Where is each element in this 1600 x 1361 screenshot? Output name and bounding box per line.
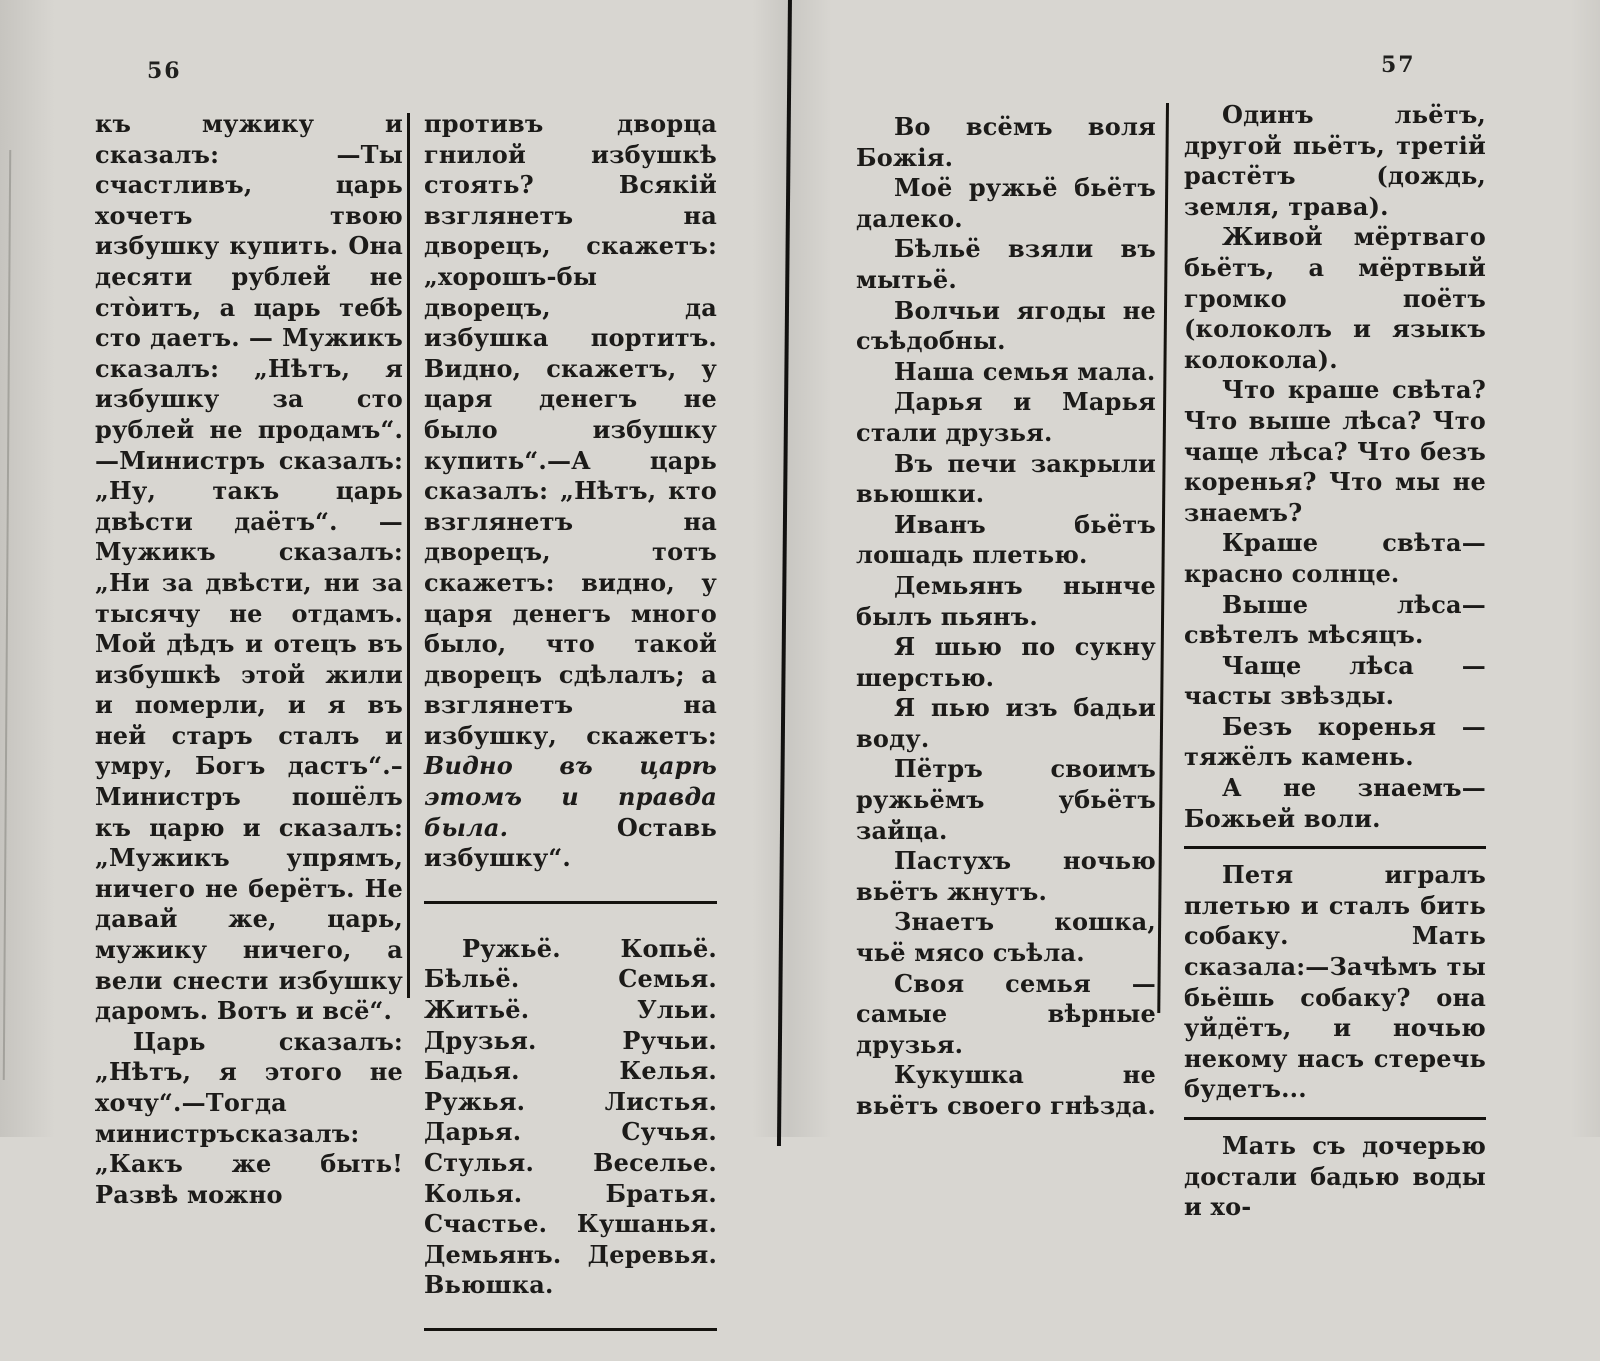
section-rule <box>424 901 717 904</box>
text-segment: Знаетъ кошка, чьё мясо съѣла. <box>856 907 1156 968</box>
paragraph <box>1184 1131 1486 1223</box>
paragraph <box>856 234 1156 295</box>
text-segment: А не знаемъ—Божьей воли. <box>1184 773 1486 833</box>
paragraph <box>856 296 1156 357</box>
paragraph <box>95 1027 403 1211</box>
column-divider-rule-57 <box>1157 103 1169 1013</box>
paragraph <box>856 449 1156 510</box>
italic-text-segment: Видно въ царѣ этомъ и правда была. <box>424 751 717 842</box>
paragraph <box>1184 222 1486 375</box>
paragraph <box>424 934 717 1301</box>
text-segment: Во всёмъ воля Божія. <box>856 112 1156 172</box>
text-segment: Живой мёртваго бьётъ, а мёртвый громко поётъ (колоколъ и языкъ колокола). <box>1184 222 1486 374</box>
text-segment: Дарья и Марья стали друзья. <box>856 387 1156 447</box>
text-segment: Демьянъ нынче былъ пьянъ. <box>856 570 1156 631</box>
text-segment: Царь сказалъ: „Нѣтъ, я этого не хочу“.—Тогда министръсказалъ:„Какъ же быть! Развѣ можно <box>95 1026 403 1209</box>
text-segment: Я шью по сукну шерстью. <box>856 632 1156 692</box>
paragraph <box>856 112 1156 173</box>
page-number-57: 57 <box>1381 52 1416 78</box>
text-segment: Чаще лѣса — часты звѣзды. <box>1184 650 1486 711</box>
text-segment: Безъ коренья — тяжёлъ камень. <box>1184 711 1486 772</box>
text-segment: Оставь избушку“. <box>424 812 717 873</box>
paragraph <box>856 754 1156 846</box>
page-57-column-1 <box>856 112 1156 1122</box>
paragraph <box>856 632 1156 693</box>
text-segment: Своя семья — самые вѣрные друзья. <box>856 968 1156 1059</box>
text-segment: Въ печи закрыли вьюшки. <box>856 448 1156 509</box>
text-segment: противъ дворца гнилой избушкѣ стоять? Всякій взглянетъ на дворецъ, скажетъ: „хорошъ-бы дворецъ, да избушка портитъ. Видно, скажетъ, у царя денегъ не было избушку купить“.—А царь сказалъ: „Нѣтъ, кто взглянетъ на дворецъ, тотъ скажетъ: видно, у царя денегъ много было, что такой дворецъ сдѣлалъ; а взглянетъ на избушку, скажетъ: <box>424 109 717 750</box>
paragraph <box>856 693 1156 754</box>
paragraph <box>856 969 1156 1061</box>
paragraph <box>1184 651 1486 712</box>
page-number-56: 56 <box>147 58 182 84</box>
paragraph <box>95 109 403 1027</box>
text-segment: Кукушка не вьётъ своего гнѣзда. <box>856 1060 1156 1120</box>
text-segment: Пастухъ ночью вьётъ жнутъ. <box>856 846 1156 906</box>
section-rule <box>1184 846 1486 849</box>
paragraph <box>1184 712 1486 773</box>
paragraph <box>1184 860 1486 1105</box>
paragraph <box>856 510 1156 571</box>
text-segment: къ мужику и сказалъ: —Ты счастливъ, царь хочетъ твою избушку купить. Она десяти рублей не сто̀итъ, а царь тебѣ сто даетъ. — Мужикъ сказалъ: „Нѣтъ, я избушку за сто рублей не продамъ“.—Министръ сказалъ: „Ну, такъ царь двѣсти даётъ“. — Мужикъ сказалъ: „Ни за двѣсти, ни за тысячу не отдамъ. Мой дѣдъ и отецъ въ избушкѣ этой жили и померли, и я въ ней старъ сталъ и умру, Богъ дастъ“.–Министръ пошёлъ къ царю и сказалъ: „Мужикъ упрямъ, ничего не берётъ. Не давай же, царь, мужику ничего, а вели снести избушку даромъ. Вотъ и всё“. <box>95 109 403 1026</box>
paragraph <box>1184 590 1486 651</box>
paragraph <box>856 357 1156 388</box>
paragraph <box>424 109 717 874</box>
text-segment: Наша семья мала. <box>894 356 1156 386</box>
paragraph <box>1184 100 1486 222</box>
section-rule <box>1184 1117 1486 1120</box>
column-divider-rule-56 <box>407 113 410 998</box>
text-segment: Мать съ дочерью достали бадью воды и хо- <box>1184 1131 1486 1222</box>
text-segment: Петя игралъ плетью и сталъ бить собаку. Мать сказала:—Зачѣмъ ты бьёшь собаку? она уйдётъ, и ночью некому насъ стеречь будетъ... <box>1184 860 1486 1104</box>
text-segment: Я пью изъ бадьи воду. <box>856 693 1156 753</box>
paragraph <box>856 1060 1156 1121</box>
page-56-column-1 <box>95 109 403 1210</box>
text-segment: Одинъ льётъ, другой пьётъ, третій растётъ (дождь, земля, трава). <box>1184 100 1486 221</box>
text-segment: Что краше свѣта? Что выше лѣса? Что чаще лѣса? Что безъ коренья? Что мы не знаемъ? <box>1184 375 1486 527</box>
page-57-column-2 <box>1184 100 1486 1223</box>
text-segment: Волчьи ягоды не съѣдобны. <box>856 295 1156 356</box>
text-segment: Моё ружьё бьётъ далеко. <box>856 173 1156 233</box>
text-segment: Иванъ бьётъ лошадь плетью. <box>856 509 1156 570</box>
paragraph <box>1184 375 1486 528</box>
text-segment: Бѣльё взяли въ мытьё. <box>856 234 1156 294</box>
paragraph <box>1184 773 1486 834</box>
paragraph <box>856 571 1156 632</box>
text-segment: Выше лѣса—свѣтелъ мѣсяцъ. <box>1184 589 1486 650</box>
paragraph <box>856 173 1156 234</box>
text-segment: Ружьё. Копьё. Бѣльё. Семья. Житьё. Ульи. Друзья. Ручьи. Бадья. Келья. Ружья. Листья. Дарья. Сучья. Стулья. Веселье. Колья. Братья. Счастье. Кушанья. Демьянъ. Деревья. Вьюшка. <box>424 933 717 1300</box>
paragraph <box>1184 528 1486 589</box>
text-segment: Краше свѣта—красно солнце. <box>1184 528 1486 588</box>
page-56-column-2 <box>424 109 717 1361</box>
paragraph <box>856 846 1156 907</box>
page-edge-shadow-right <box>1570 0 1600 1137</box>
paragraph <box>856 387 1156 448</box>
paragraph <box>856 907 1156 968</box>
section-rule <box>424 1328 717 1331</box>
book-gutter-shadow <box>752 0 832 1137</box>
text-segment: Пётръ своимъ ружьёмъ убьётъ зайца. <box>856 754 1156 845</box>
